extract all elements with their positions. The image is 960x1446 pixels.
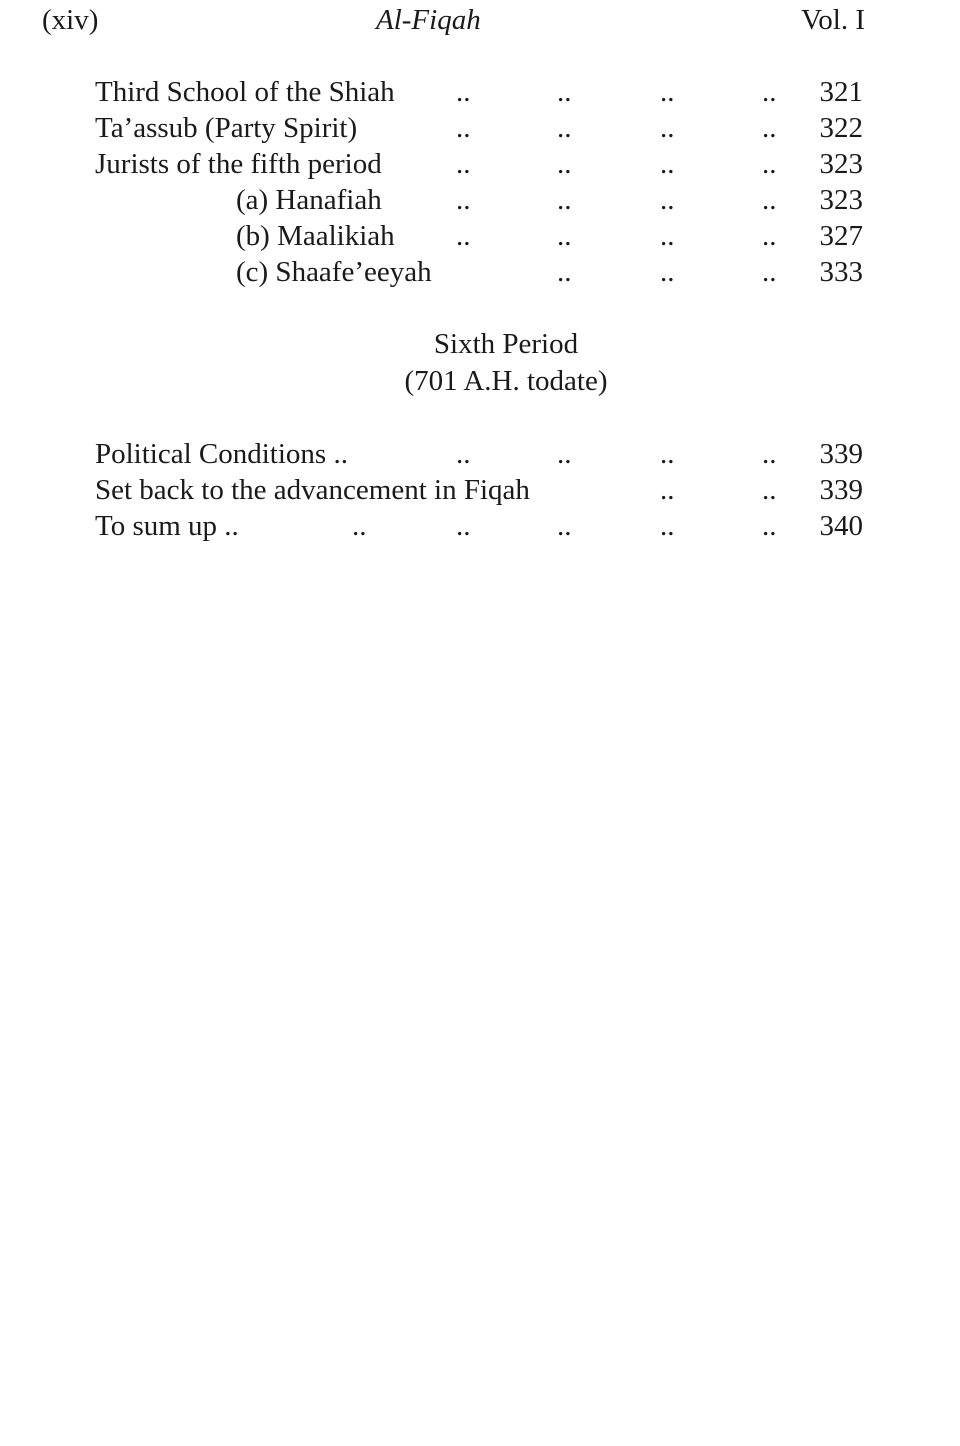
- toc-entry-page: 322: [819, 112, 863, 144]
- toc-entry-title: To sum up ..: [95, 510, 239, 542]
- toc-leader: ..: [762, 148, 777, 180]
- page-number-roman: (xiv): [42, 4, 99, 36]
- section-heading: Sixth Period: [433, 328, 579, 360]
- toc-leader: ..: [557, 76, 572, 108]
- toc-list-fifth-period: [0, 74, 960, 290]
- toc-leader: ..: [660, 76, 675, 108]
- toc-entry-title: Jurists of the fifth period: [95, 148, 382, 180]
- page-header: [0, 2, 960, 42]
- toc-leader: ..: [557, 112, 572, 144]
- toc-leader: ..: [660, 112, 675, 144]
- toc-entry-title: Third School of the Shiah: [95, 76, 395, 108]
- section-subheading: (701 A.H. todate): [404, 365, 608, 397]
- toc-entry-page: 339: [819, 438, 863, 470]
- toc-entry-page: 321: [819, 76, 863, 108]
- toc-entry: [0, 218, 960, 254]
- book-title: Al-Fiqah: [376, 4, 481, 36]
- toc-entry-title: Set back to the advancement in Fiqah: [95, 474, 530, 506]
- toc-leader: ..: [456, 220, 471, 252]
- toc-entry-title: Political Conditions ..: [95, 438, 348, 470]
- toc-list-sixth-period: [0, 436, 960, 544]
- toc-leader: ..: [660, 256, 675, 288]
- toc-entry-page: 333: [819, 256, 863, 288]
- toc-entry: [0, 74, 960, 110]
- toc-leader: ..: [557, 438, 572, 470]
- toc-entry-page: 323: [819, 148, 863, 180]
- toc-leader: ..: [762, 220, 777, 252]
- toc-entry: [0, 146, 960, 182]
- toc-entry: [0, 508, 960, 544]
- toc-leader: ..: [762, 76, 777, 108]
- toc-leader: ..: [762, 438, 777, 470]
- toc-leader: ..: [762, 256, 777, 288]
- toc-leader: ..: [456, 438, 471, 470]
- toc-entry: [0, 182, 960, 218]
- toc-leader: ..: [660, 184, 675, 216]
- volume-label: Vol. I: [801, 4, 865, 36]
- toc-entry-page: 339: [819, 474, 863, 506]
- toc-entry-page: 323: [819, 184, 863, 216]
- toc-leader: ..: [762, 112, 777, 144]
- toc-entry: [0, 436, 960, 472]
- toc-leader: ..: [660, 474, 675, 506]
- toc-leader: ..: [456, 76, 471, 108]
- toc-leader: ..: [456, 510, 471, 542]
- toc-entry: [0, 254, 960, 290]
- toc-leader: ..: [557, 510, 572, 542]
- toc-subentry-title: (b) Maalikiah: [236, 220, 395, 252]
- toc-leader: ..: [456, 112, 471, 144]
- toc-leader: ..: [456, 148, 471, 180]
- toc-leader: ..: [456, 184, 471, 216]
- toc-entry: [0, 110, 960, 146]
- toc-leader: ..: [660, 220, 675, 252]
- toc-leader: ..: [557, 256, 572, 288]
- toc-leader: ..: [557, 184, 572, 216]
- toc-leader: ..: [762, 474, 777, 506]
- toc-leader: ..: [660, 148, 675, 180]
- toc-leader: ..: [557, 220, 572, 252]
- toc-leader: ..: [762, 510, 777, 542]
- toc-entry-page: 340: [819, 510, 863, 542]
- toc-leader: ..: [352, 510, 367, 542]
- toc-entry-title: Ta’assub (Party Spirit): [95, 112, 358, 144]
- toc-leader: ..: [762, 184, 777, 216]
- toc-entry-page: 327: [819, 220, 863, 252]
- toc-leader: ..: [660, 510, 675, 542]
- toc-leader: ..: [557, 148, 572, 180]
- toc-subentry-title: (a) Hanafiah: [236, 184, 382, 216]
- toc-subentry-title: (c) Shaafe’eeyah: [236, 256, 432, 288]
- toc-entry: [0, 472, 960, 508]
- toc-leader: ..: [660, 438, 675, 470]
